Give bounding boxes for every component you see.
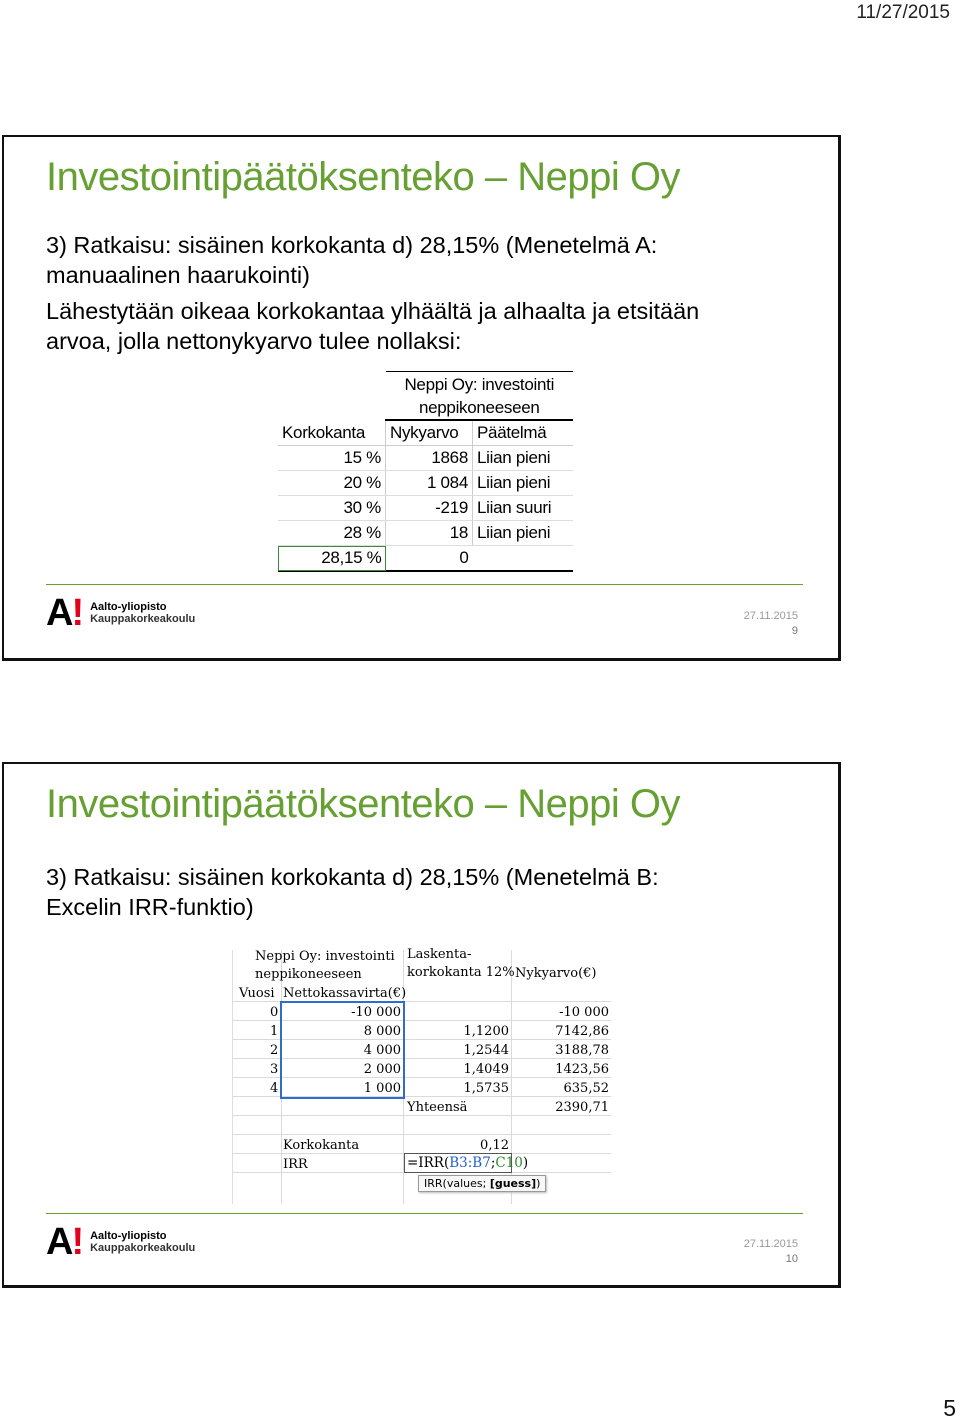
excel-cash-cell: -10 000 [351, 1005, 401, 1020]
npv-cell: 1868 [386, 446, 473, 471]
excel-pv-cell: 3188,78 [555, 1043, 609, 1058]
excel-cash-cell: 1 000 [363, 1081, 401, 1096]
excel-pv-cell: 7142,86 [555, 1024, 609, 1039]
excel-cash-cell: 8 000 [363, 1024, 401, 1039]
logo-school: Kauppakorkeakoulu [90, 1242, 196, 1254]
excel-factor-cell: 1,1200 [463, 1024, 509, 1039]
rate-cell: 30 % [278, 496, 386, 521]
table-caption: Neppi Oy: investointi neppikoneeseen [386, 372, 574, 421]
excel-screenshot [232, 947, 611, 1204]
excel-selected-range [280, 1001, 405, 1099]
excel-irr-label: IRR [283, 1157, 308, 1172]
conclusion-cell: Liian pieni [473, 521, 574, 546]
table-row [278, 496, 573, 521]
excel-factor-cell: 1,2544 [463, 1043, 509, 1058]
slide-title: Investointipäätöksenteko – Neppi Oy [46, 782, 681, 826]
header-nykyarvo: Nykyarvo [386, 420, 473, 446]
logo-university: Aalto-yliopisto [90, 601, 167, 613]
footer-date: 27.11.2015 [743, 610, 798, 622]
excel-year-cell: 1 [270, 1024, 279, 1039]
slide-9 [2, 135, 841, 661]
excel-title: Neppi Oy: investointi neppikoneeseen [255, 949, 395, 982]
aalto-a-mark: A! [46, 592, 83, 634]
excel-korkokanta-label: Korkokanta [283, 1138, 360, 1153]
slide-body [46, 230, 806, 356]
conclusion-cell [473, 546, 574, 572]
header-paatelma: Päätelmä [473, 420, 574, 446]
table-row [278, 471, 573, 496]
excel-col-year: Vuosi [239, 986, 275, 1001]
method-line-1: 3) Ratkaisu: sisäinen korkokanta d) 28,15% (Menetelmä A: [46, 232, 658, 258]
rate-cell: 20 % [278, 471, 386, 496]
excel-year-cell: 2 [270, 1043, 279, 1058]
excel-pv-header: Nykyarvo(€) [515, 966, 597, 981]
logo-university: Aalto-yliopisto [90, 1230, 167, 1242]
approach-line-1: Lähestytään oikeaa korkokantaa ylhäältä ja alhaalta ja etsitään [46, 298, 700, 324]
excel-cash-cell: 2 000 [363, 1062, 401, 1077]
npv-cell: 0 [386, 546, 473, 572]
excel-col-cash: Nettokassavirta(€) [283, 986, 407, 1001]
table-row [278, 446, 573, 471]
excel-total-value: 2390,71 [555, 1100, 609, 1115]
footer-divider [46, 1213, 803, 1214]
excel-function-tooltip: IRR(values; [guess]) [418, 1175, 546, 1192]
conclusion-cell: Liian pieni [473, 471, 574, 496]
table-row [278, 521, 573, 546]
footer-date: 27.11.2015 [743, 1238, 798, 1250]
excel-pv-cell: 1423,56 [555, 1062, 609, 1077]
excel-year-cell: 0 [270, 1005, 279, 1020]
aalto-logo [46, 1221, 196, 1263]
npv-cell: -219 [386, 496, 473, 521]
method-line-2: manuaalinen haarukointi) [46, 262, 310, 288]
excel-total-label: Yhteensä [407, 1100, 468, 1115]
header-korkokanta: Korkokanta [278, 420, 386, 446]
approach-line-2: arvoa, jolla nettonykyarvo tulee nollaksi: [46, 328, 462, 354]
table-header-row [278, 420, 573, 446]
excel-factor-cell: 1,4049 [463, 1062, 509, 1077]
footer-page-number: 9 [791, 625, 798, 637]
method-line-2: Excelin IRR-funktio) [46, 894, 254, 920]
conclusion-cell: Liian pieni [473, 446, 574, 471]
slide-10 [2, 762, 841, 1288]
logo-school: Kauppakorkeakoulu [90, 613, 196, 625]
excel-rate-label: Laskenta- korkokanta 12% [407, 947, 515, 980]
rate-cell: 28 % [278, 521, 386, 546]
slide-body [46, 862, 806, 922]
excel-formula[interactable]: =IRR(B3:B7;C10) [407, 1155, 529, 1171]
page-date: 11/27/2015 [856, 2, 950, 23]
slide-title: Investointipäätöksenteko – Neppi Oy [46, 155, 681, 199]
excel-factor-cell: 1,5735 [463, 1081, 509, 1096]
footer-divider [46, 584, 803, 585]
excel-pv-cell: 635,52 [563, 1081, 609, 1096]
rate-cell: 15 % [278, 446, 386, 471]
npv-cell: 18 [386, 521, 473, 546]
excel-year-cell: 4 [270, 1081, 279, 1096]
method-line-1: 3) Ratkaisu: sisäinen korkokanta d) 28,15% (Menetelmä B: [46, 864, 659, 890]
npv-cell: 1 084 [386, 471, 473, 496]
conclusion-cell: Liian suuri [473, 496, 574, 521]
excel-year-cell: 3 [270, 1062, 279, 1077]
aalto-logo [46, 592, 196, 634]
aalto-a-mark: A! [46, 1221, 83, 1263]
table-row [278, 546, 573, 572]
footer-page-number: 10 [785, 1253, 798, 1265]
excel-pv-cell: -10 000 [559, 1005, 609, 1020]
irr-trial-table [278, 371, 573, 572]
page-number: 5 [943, 1395, 956, 1421]
excel-cash-cell: 4 000 [363, 1043, 401, 1058]
excel-korkokanta-value: 0,12 [480, 1138, 509, 1153]
rate-cell-selected: 28,15 % [278, 546, 386, 572]
